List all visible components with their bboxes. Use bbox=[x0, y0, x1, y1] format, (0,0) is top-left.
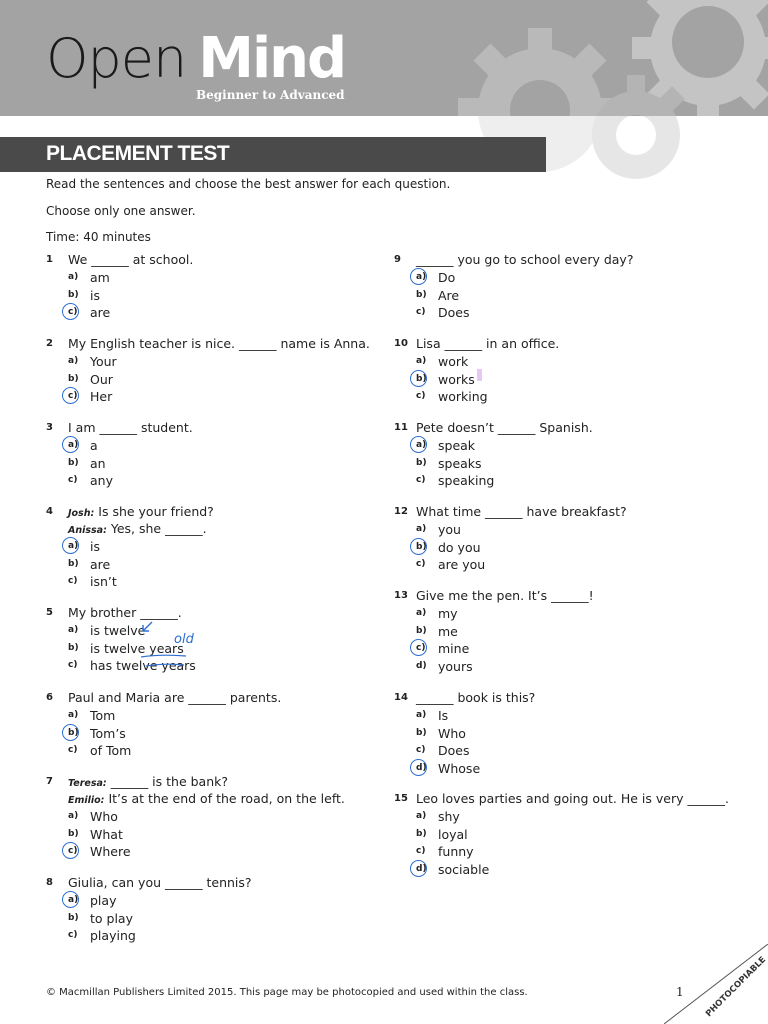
question-number: 10 bbox=[394, 338, 408, 349]
option-letter: c) bbox=[416, 391, 426, 401]
option-letter: a) bbox=[68, 272, 79, 282]
question-stem: Paul and Maria are ______ parents. bbox=[68, 690, 282, 705]
copyright-footer: © Macmillan Publishers Limited 2015. This page may be photocopied and used within the class. bbox=[46, 987, 528, 998]
option-text: sociable bbox=[438, 861, 490, 877]
brand-open: Open bbox=[46, 27, 187, 90]
question-stem-2 bbox=[68, 521, 207, 536]
option-letter: c) bbox=[68, 475, 78, 485]
question-stem: What time ______ have breakfast? bbox=[416, 504, 627, 519]
question-number: 7 bbox=[46, 776, 53, 787]
option-text: do you bbox=[438, 539, 481, 555]
option-text: an bbox=[90, 455, 106, 471]
brand-logo bbox=[46, 28, 345, 90]
option-text: are bbox=[90, 556, 111, 572]
option-text: is twelve bbox=[90, 623, 146, 638]
option-text: a bbox=[90, 438, 98, 453]
option-text: Does bbox=[438, 305, 470, 320]
photocopiable-label: PHOTOCOPIABLE bbox=[704, 954, 768, 1020]
option-letter: b) bbox=[416, 457, 427, 468]
option-letter: b) bbox=[68, 457, 79, 468]
option-text: yours bbox=[438, 658, 473, 674]
option-letter: a) bbox=[416, 356, 427, 366]
option-text: is twelve years bbox=[90, 640, 184, 656]
instruction-read: Read the sentences and choose the best answer for each question. bbox=[46, 177, 451, 191]
option-text: of Tom bbox=[90, 743, 132, 758]
page-title: PLACEMENT TEST bbox=[46, 142, 230, 165]
question-stem: My English teacher is nice. ______ name is Anna. bbox=[68, 336, 370, 351]
option-text: Who bbox=[90, 809, 118, 824]
option-text: Is bbox=[438, 708, 449, 723]
option-text: isn’t bbox=[90, 574, 117, 589]
option-letter: c) bbox=[416, 307, 426, 317]
option-text: funny bbox=[438, 844, 474, 859]
speaker-name: Anissa: bbox=[68, 525, 107, 536]
option-text: Are bbox=[438, 287, 460, 303]
arrow-mark-icon bbox=[140, 620, 154, 634]
question-stem bbox=[68, 504, 214, 519]
speaker-name: Emilio: bbox=[68, 795, 105, 806]
question-number: 5 bbox=[46, 607, 53, 618]
page-header bbox=[0, 0, 768, 116]
question-number: 6 bbox=[46, 692, 53, 703]
option-text: me bbox=[438, 623, 458, 639]
option-text: Where bbox=[90, 844, 131, 859]
option-text: working bbox=[438, 389, 488, 404]
option-text: speaks bbox=[438, 455, 482, 471]
option-letter: d) bbox=[416, 660, 427, 671]
option-letter: a) bbox=[416, 524, 427, 534]
option-letter: a) bbox=[416, 811, 427, 821]
question-stem: ______ you go to school every day? bbox=[416, 252, 634, 267]
option-letter: a) bbox=[68, 895, 79, 905]
option-letter: c) bbox=[68, 307, 78, 317]
question-number: 4 bbox=[46, 506, 53, 517]
question-stem-2 bbox=[68, 791, 345, 806]
option-letter: b) bbox=[416, 828, 427, 839]
option-text: is bbox=[90, 287, 100, 303]
option-text: am bbox=[90, 270, 110, 285]
option-letter: a) bbox=[68, 356, 79, 366]
underline-mark-icon bbox=[140, 651, 190, 669]
question-number: 11 bbox=[394, 422, 408, 433]
question-stem: Leo loves parties and going out. He is very ______. bbox=[416, 791, 729, 806]
question-number: 12 bbox=[394, 506, 408, 517]
question-number: 1 bbox=[46, 254, 53, 265]
option-letter: c) bbox=[68, 930, 78, 940]
option-letter: c) bbox=[68, 846, 78, 856]
option-letter: a) bbox=[68, 710, 79, 720]
question-number: 2 bbox=[46, 338, 53, 349]
option-text: Tom bbox=[90, 708, 116, 723]
option-text: Who bbox=[438, 725, 466, 741]
option-letter: c) bbox=[416, 475, 426, 485]
option-text: is bbox=[90, 539, 100, 554]
option-letter: b) bbox=[416, 625, 427, 636]
page-number: 1 bbox=[676, 985, 684, 999]
option-letter: b) bbox=[416, 727, 427, 738]
option-text: playing bbox=[90, 928, 136, 943]
brand-subtitle: Beginner to Advanced bbox=[196, 88, 345, 102]
question-stem: Give me the pen. It’s ______! bbox=[416, 588, 594, 603]
option-letter: a) bbox=[68, 541, 79, 551]
question-number: 15 bbox=[394, 793, 408, 804]
question-stem: My brother ______. bbox=[68, 605, 182, 620]
option-letter: c) bbox=[68, 745, 78, 755]
option-text: Does bbox=[438, 743, 470, 758]
option-letter: b) bbox=[416, 289, 427, 300]
option-letter: b) bbox=[68, 912, 79, 923]
question-stem: I am ______ student. bbox=[68, 420, 193, 435]
option-letter: b) bbox=[68, 727, 79, 738]
question-number: 8 bbox=[46, 877, 53, 888]
option-text: has twelve years bbox=[90, 658, 196, 673]
question-stem: We ______ at school. bbox=[68, 252, 194, 267]
option-text: you bbox=[438, 522, 461, 537]
highlight-mark bbox=[477, 369, 482, 381]
option-text: Tom’s bbox=[90, 725, 126, 741]
option-text: works bbox=[438, 371, 475, 387]
option-letter: c) bbox=[68, 660, 78, 670]
gears-lower-icon bbox=[440, 116, 768, 236]
question-number: 14 bbox=[394, 692, 408, 703]
stem-text: Is she your friend? bbox=[98, 504, 214, 519]
option-letter: b) bbox=[68, 373, 79, 384]
option-letter: c) bbox=[416, 559, 426, 569]
question-number: 9 bbox=[394, 254, 401, 265]
option-letter: a) bbox=[416, 440, 427, 450]
option-letter: a) bbox=[416, 272, 427, 282]
question-number: 13 bbox=[394, 590, 408, 601]
option-letter: b) bbox=[416, 541, 427, 552]
speaker-name: Josh: bbox=[68, 508, 95, 519]
option-letter: c) bbox=[416, 745, 426, 755]
option-letter: a) bbox=[416, 608, 427, 618]
option-letter: a) bbox=[68, 625, 79, 635]
option-letter: a) bbox=[416, 710, 427, 720]
option-text: Our bbox=[90, 371, 113, 387]
option-text: my bbox=[438, 606, 458, 621]
option-text: any bbox=[90, 473, 113, 488]
stem-text: Yes, she ______. bbox=[110, 521, 207, 536]
option-letter: b) bbox=[416, 373, 427, 384]
option-letter: a) bbox=[68, 440, 79, 450]
option-text: Your bbox=[90, 354, 117, 369]
instruction-time: Time: 40 minutes bbox=[46, 230, 151, 244]
option-letter: d) bbox=[416, 762, 427, 773]
option-letter: b) bbox=[68, 642, 79, 653]
option-letter: c) bbox=[416, 846, 426, 856]
question-number: 3 bbox=[46, 422, 53, 433]
option-text: are bbox=[90, 305, 111, 320]
option-text: Her bbox=[90, 389, 113, 404]
speaker-name: Teresa: bbox=[68, 778, 107, 789]
option-text: What bbox=[90, 826, 123, 842]
option-text: shy bbox=[438, 809, 460, 824]
option-text: Do bbox=[438, 270, 456, 285]
option-letter: c) bbox=[416, 643, 426, 653]
option-letter: c) bbox=[68, 576, 78, 586]
option-text: speaking bbox=[438, 473, 495, 488]
option-text: play bbox=[90, 893, 117, 908]
option-text: Whose bbox=[438, 760, 481, 776]
option-text: work bbox=[438, 354, 469, 369]
stem-text: It’s at the end of the road, on the left. bbox=[108, 791, 345, 806]
handwritten-note: old bbox=[174, 632, 194, 647]
option-text: are you bbox=[438, 557, 486, 572]
question-stem: Giulia, can you ______ tennis? bbox=[68, 875, 252, 890]
question-stem: ______ book is this? bbox=[416, 690, 536, 705]
question-stem: Lisa ______ in an office. bbox=[416, 336, 560, 351]
option-text: loyal bbox=[438, 826, 468, 842]
brand-mind: Mind bbox=[198, 26, 346, 91]
instruction-choose: Choose only one answer. bbox=[46, 204, 196, 218]
option-letter: c) bbox=[68, 391, 78, 401]
option-text: speak bbox=[438, 438, 476, 453]
option-letter: b) bbox=[68, 828, 79, 839]
question-stem: Pete doesn’t ______ Spanish. bbox=[416, 420, 593, 435]
option-letter: b) bbox=[68, 289, 79, 300]
stem-text: ______ is the bank? bbox=[110, 774, 228, 789]
question-stem bbox=[68, 774, 228, 789]
option-text: mine bbox=[438, 641, 470, 656]
option-letter: a) bbox=[68, 811, 79, 821]
option-letter: d) bbox=[416, 863, 427, 874]
option-letter: b) bbox=[68, 558, 79, 569]
option-text: to play bbox=[90, 910, 133, 926]
